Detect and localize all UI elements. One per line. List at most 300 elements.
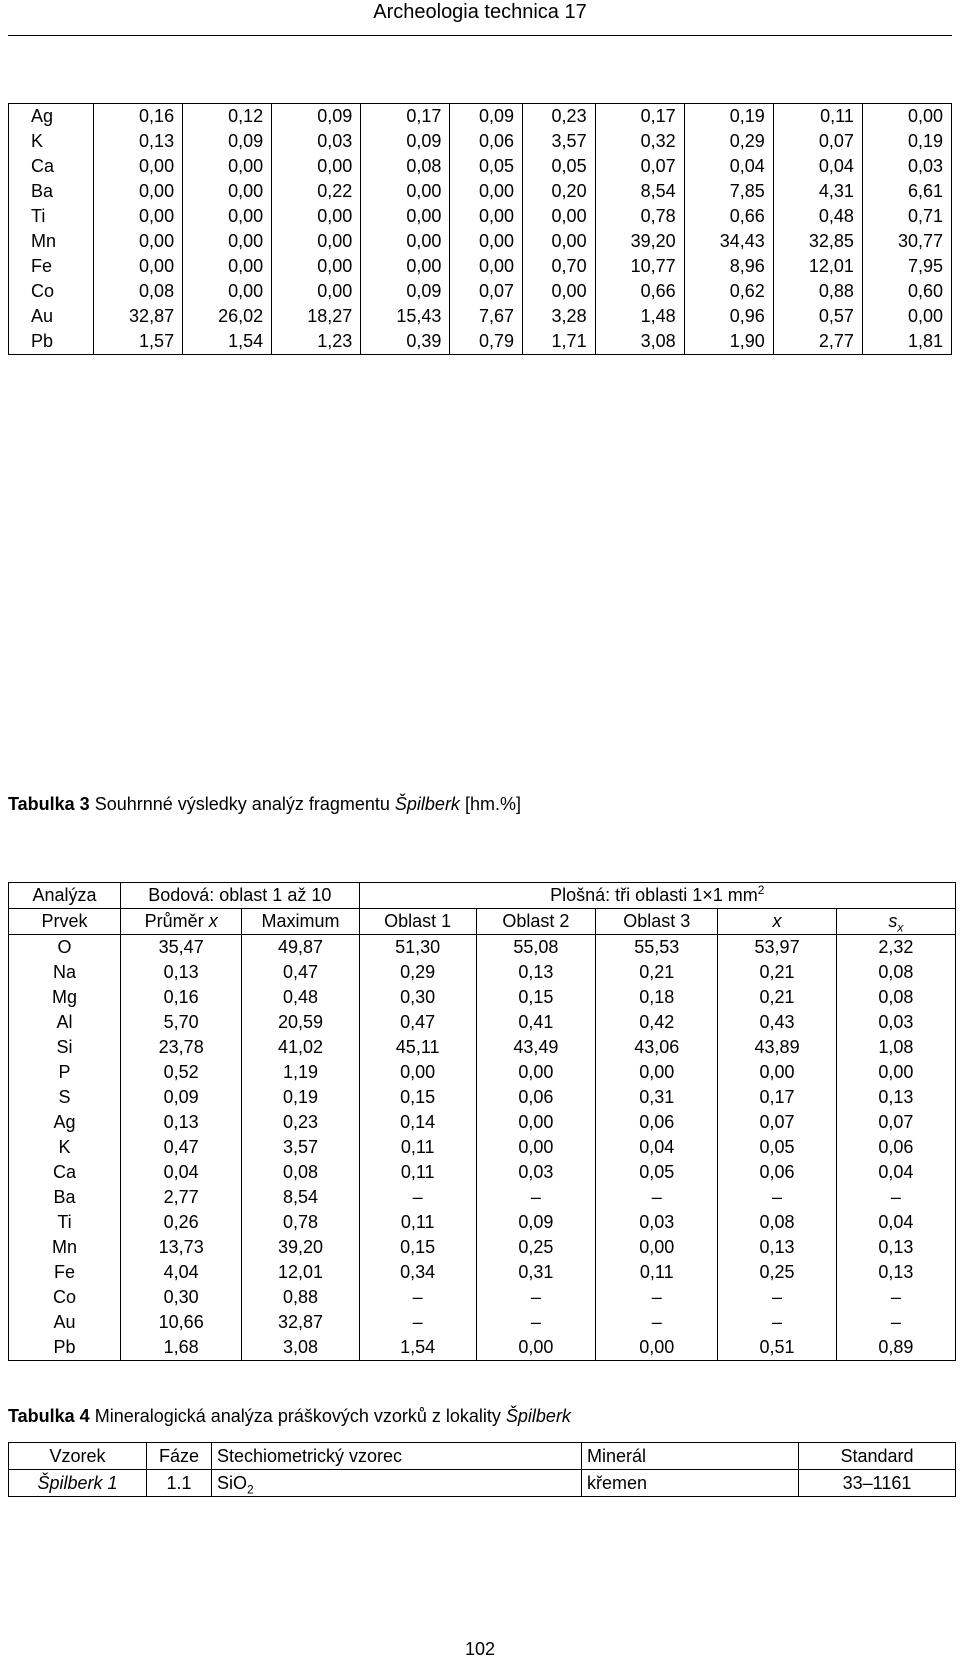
value-cell: 0,00 (183, 254, 272, 279)
table-row (9, 1310, 956, 1335)
value-cell: 0,06 (476, 1085, 595, 1110)
value-cell: 0,08 (94, 279, 183, 304)
table4-caption-label: Tabulka 4 (8, 1406, 90, 1426)
value-cell: 0,13 (121, 960, 242, 985)
value-cell: 0,88 (773, 279, 862, 304)
value-cell: 0,19 (862, 129, 951, 154)
value-cell: 12,01 (242, 1260, 359, 1285)
value-cell: 2,32 (836, 935, 955, 961)
value-cell: 0,19 (684, 104, 773, 130)
element-label: Pb (53, 1337, 76, 1357)
value-cell: 32,87 (94, 304, 183, 329)
value-cell: 0,00 (94, 229, 183, 254)
mineral-header: Minerál (582, 1443, 799, 1470)
table-row (9, 1285, 956, 1310)
element-label: Mn (31, 231, 57, 251)
value-cell: 39,20 (242, 1235, 359, 1260)
value-cell: 3,08 (242, 1335, 359, 1361)
value-cell: 0,06 (836, 1135, 955, 1160)
value-cell: 0,08 (836, 985, 955, 1010)
formula-subscript: 2 (247, 1482, 254, 1497)
value-cell: 0,57 (773, 304, 862, 329)
table-row (9, 154, 952, 179)
table4-caption (8, 1405, 571, 1427)
value-cell: 0,20 (522, 179, 595, 204)
value-cell: 49,87 (242, 935, 359, 961)
value-cell: 1,19 (242, 1060, 359, 1085)
element-label: Ag (31, 106, 54, 126)
value-cell: 0,66 (684, 204, 773, 229)
value-cell: 0,13 (718, 1235, 836, 1260)
value-cell: 5,70 (121, 1010, 242, 1035)
element-label: Ti (57, 1212, 72, 1232)
value-cell: 0,04 (773, 154, 862, 179)
page-number: 102 (464, 1639, 496, 1659)
table3-header-row-2 (9, 909, 956, 935)
table3-caption-text: Souhrnné výsledky analýz fragmentu (94, 794, 390, 814)
value-cell: 0,00 (476, 1335, 595, 1361)
table-row (9, 1035, 956, 1060)
value-cell: 0,00 (476, 1110, 595, 1135)
value-cell: 0,07 (595, 154, 684, 179)
value-cell: 0,21 (718, 985, 836, 1010)
value-cell: – (476, 1310, 595, 1335)
value-cell: 0,51 (718, 1335, 836, 1361)
element-label: Na (53, 962, 77, 982)
value-cell: 0,08 (836, 960, 955, 985)
value-cell: 0,08 (361, 154, 450, 179)
value-cell: – (476, 1185, 595, 1210)
element-header: Prvek (9, 909, 121, 935)
value-cell: – (476, 1285, 595, 1310)
element-label: Mg (52, 987, 78, 1007)
value-cell: 1,71 (522, 329, 595, 355)
table3-header-row-1 (9, 883, 956, 909)
value-cell: 0,08 (718, 1210, 836, 1235)
value-cell: 0,96 (684, 304, 773, 329)
value-cell: – (836, 1310, 955, 1335)
times-sign: × (702, 885, 713, 905)
value-cell: 0,06 (450, 129, 523, 154)
area-analysis-header (359, 883, 955, 909)
value-cell: 0,30 (359, 985, 476, 1010)
value-cell: 0,00 (272, 279, 361, 304)
value-cell: 1,81 (862, 329, 951, 355)
table-row (9, 1010, 956, 1035)
analysis-header: Analýza (9, 883, 121, 909)
mean-header-text: Průměr (144, 911, 209, 931)
value-cell: 0,04 (836, 1160, 955, 1185)
value-cell: 0,00 (272, 229, 361, 254)
value-cell: 0,00 (361, 204, 450, 229)
element-label: S (58, 1087, 71, 1107)
value-cell: 55,53 (596, 935, 718, 961)
value-cell: 0,00 (361, 229, 450, 254)
table-row (9, 985, 956, 1010)
value-cell: 3,28 (522, 304, 595, 329)
value-cell: 0,04 (596, 1135, 718, 1160)
value-cell: 0,62 (684, 279, 773, 304)
value-cell: 2,77 (773, 329, 862, 355)
value-cell: 0,00 (522, 279, 595, 304)
value-cell: 0,00 (361, 179, 450, 204)
value-cell: 1,68 (121, 1335, 242, 1361)
value-cell: 0,00 (836, 1060, 955, 1085)
value-cell: 0,26 (121, 1210, 242, 1235)
value-cell: 10,77 (595, 254, 684, 279)
value-cell: 0,29 (684, 129, 773, 154)
value-cell: 0,08 (242, 1160, 359, 1185)
value-cell: 0,09 (361, 279, 450, 304)
std-dev-symbol: s (888, 911, 898, 931)
value-cell: 0,05 (718, 1135, 836, 1160)
value-cell: 0,03 (272, 129, 361, 154)
value-cell: 0,31 (476, 1260, 595, 1285)
value-cell: 0,07 (718, 1110, 836, 1135)
area-analysis-header-unit: 1 mm (712, 885, 758, 905)
value-cell: 7,85 (684, 179, 773, 204)
element-label: P (58, 1062, 71, 1082)
element-label: Ca (31, 156, 55, 176)
value-cell: 0,00 (596, 1235, 718, 1260)
value-cell: 0,13 (476, 960, 595, 985)
value-cell: 34,43 (684, 229, 773, 254)
value-cell: 1,57 (94, 329, 183, 355)
value-cell: 0,11 (596, 1260, 718, 1285)
value-cell: 0,16 (94, 104, 183, 130)
area-analysis-header-text: Plošná: tři oblasti 1 (550, 885, 703, 905)
value-cell: 0,15 (476, 985, 595, 1010)
value-cell: 0,07 (450, 279, 523, 304)
value-cell: 3,57 (242, 1135, 359, 1160)
value-cell: 0,12 (183, 104, 272, 130)
value-cell: – (718, 1310, 836, 1335)
table-row (9, 179, 952, 204)
value-cell: 0,04 (684, 154, 773, 179)
value-cell: 23,78 (121, 1035, 242, 1060)
element-label: O (57, 937, 72, 957)
table3-caption (8, 793, 521, 815)
formula-header: Stechiometrický vzorec (212, 1443, 582, 1470)
element-label: K (58, 1137, 71, 1157)
value-cell: 1,23 (272, 329, 361, 355)
area1-header: Oblast 1 (359, 909, 476, 935)
value-cell: 0,39 (361, 329, 450, 355)
value-cell: 43,06 (596, 1035, 718, 1060)
table-row (9, 229, 952, 254)
value-cell: 1,90 (684, 329, 773, 355)
value-cell: 0,06 (718, 1160, 836, 1185)
element-label: Pb (31, 331, 54, 351)
value-cell: 0,00 (476, 1060, 595, 1085)
value-cell: 0,00 (272, 254, 361, 279)
area-analysis-header-sup: 2 (757, 883, 765, 897)
value-cell: 0,03 (476, 1160, 595, 1185)
value-cell: 20,59 (242, 1010, 359, 1035)
value-cell: 0,48 (773, 204, 862, 229)
value-cell: 0,00 (183, 204, 272, 229)
value-cell: 0,34 (359, 1260, 476, 1285)
standard-cell: 33–1161 (799, 1470, 956, 1497)
value-cell: 0,19 (242, 1085, 359, 1110)
table-row (9, 1185, 956, 1210)
header-rule (8, 35, 952, 36)
element-label: Mn (52, 1237, 78, 1257)
value-cell: 1,54 (359, 1335, 476, 1361)
mean-header (121, 909, 242, 935)
value-cell: 0,25 (718, 1260, 836, 1285)
value-cell: 0,00 (862, 304, 951, 329)
value-cell: 0,00 (272, 154, 361, 179)
std-dev-header (836, 909, 955, 935)
table-row (9, 1160, 956, 1185)
element-label: Ba (31, 181, 54, 201)
value-cell: 0,03 (836, 1010, 955, 1035)
value-cell: 0,09 (121, 1085, 242, 1110)
table-row (9, 1060, 956, 1085)
value-cell: 0,06 (596, 1110, 718, 1135)
element-label: Al (56, 1012, 73, 1032)
value-cell: 0,22 (272, 179, 361, 204)
value-cell: 7,95 (862, 254, 951, 279)
value-cell: 0,00 (359, 1060, 476, 1085)
value-cell: 45,11 (359, 1035, 476, 1060)
value-cell: 32,85 (773, 229, 862, 254)
value-cell: 0,13 (836, 1085, 955, 1110)
table-row (9, 1110, 956, 1135)
value-cell: – (359, 1310, 476, 1335)
value-cell: 0,17 (361, 104, 450, 130)
element-label: Ag (53, 1112, 76, 1132)
std-dev-subscript: x (897, 920, 904, 935)
mineral-cell: křemen (582, 1470, 799, 1497)
value-cell: 1,54 (183, 329, 272, 355)
table-row (9, 1210, 956, 1235)
maximum-header: Maximum (242, 909, 359, 935)
value-cell: 0,00 (450, 229, 523, 254)
value-cell: 43,89 (718, 1035, 836, 1060)
value-cell: 0,15 (359, 1235, 476, 1260)
value-cell: 0,00 (450, 179, 523, 204)
value-cell: 32,87 (242, 1310, 359, 1335)
value-cell: 0,04 (836, 1210, 955, 1235)
value-cell: 0,05 (596, 1160, 718, 1185)
element-label: Co (31, 281, 55, 301)
mean-header-symbol: x (208, 911, 218, 931)
table3-caption-unit: [hm.%] (464, 794, 521, 814)
value-cell: 0,88 (242, 1285, 359, 1310)
value-cell: 0,70 (522, 254, 595, 279)
value-cell: 4,04 (121, 1260, 242, 1285)
formula-cell (212, 1470, 582, 1497)
phase-header: Fáze (147, 1443, 212, 1470)
value-cell: 0,16 (121, 985, 242, 1010)
value-cell: 0,31 (596, 1085, 718, 1110)
table-row (9, 304, 952, 329)
value-cell: 0,11 (773, 104, 862, 130)
value-cell: 0,41 (476, 1010, 595, 1035)
value-cell: 0,05 (522, 154, 595, 179)
value-cell: – (596, 1185, 718, 1210)
table4-row (9, 1470, 956, 1497)
value-cell: 0,00 (94, 179, 183, 204)
value-cell: 0,13 (94, 129, 183, 154)
table3-caption-label: Tabulka 3 (8, 794, 90, 814)
table-row (9, 1235, 956, 1260)
table-row (9, 1335, 956, 1361)
value-cell: 0,00 (94, 254, 183, 279)
value-cell: 0,60 (862, 279, 951, 304)
table-row (9, 1085, 956, 1110)
value-cell: 0,29 (359, 960, 476, 985)
table-row (9, 129, 952, 154)
value-cell: 0,25 (476, 1235, 595, 1260)
value-cell: – (359, 1285, 476, 1310)
element-label: Co (53, 1287, 77, 1307)
value-cell: 0,09 (476, 1210, 595, 1235)
value-cell: 0,13 (836, 1260, 955, 1285)
value-cell: 41,02 (242, 1035, 359, 1060)
value-cell: 0,00 (183, 154, 272, 179)
value-cell: 0,89 (836, 1335, 955, 1361)
standard-header: Standard (799, 1443, 956, 1470)
value-cell: 0,09 (272, 104, 361, 130)
element-label: Fe (54, 1262, 76, 1282)
value-cell: 0,32 (595, 129, 684, 154)
value-cell: 18,27 (272, 304, 361, 329)
value-cell: 0,13 (121, 1110, 242, 1135)
point-analysis-header: Bodová: oblast 1 až 10 (121, 883, 360, 909)
table-row (9, 935, 956, 961)
value-cell: 8,54 (595, 179, 684, 204)
value-cell: 43,49 (476, 1035, 595, 1060)
element-label: Ca (53, 1162, 77, 1182)
value-cell: 0,21 (596, 960, 718, 985)
phase-cell: 1.1 (147, 1470, 212, 1497)
value-cell: 0,11 (359, 1160, 476, 1185)
value-cell: 0,07 (773, 129, 862, 154)
value-cell: 0,04 (121, 1160, 242, 1185)
value-cell: 0,00 (450, 254, 523, 279)
value-cell: – (718, 1285, 836, 1310)
value-cell: 0,48 (242, 985, 359, 1010)
element-label: Ba (53, 1187, 76, 1207)
value-cell: 0,47 (359, 1010, 476, 1035)
value-cell: 0,42 (596, 1010, 718, 1035)
value-cell: 0,43 (718, 1010, 836, 1035)
element-label: Au (53, 1312, 76, 1332)
table-row (9, 960, 956, 985)
value-cell: 0,11 (359, 1210, 476, 1235)
summary-results-table (8, 882, 956, 1361)
value-cell: 0,17 (718, 1085, 836, 1110)
value-cell: 0,11 (359, 1135, 476, 1160)
value-cell: 0,30 (121, 1285, 242, 1310)
mineralogical-analysis-table (8, 1442, 956, 1497)
value-cell: – (718, 1185, 836, 1210)
element-label: Au (31, 306, 54, 326)
value-cell: 3,57 (522, 129, 595, 154)
sample-header: Vzorek (9, 1443, 147, 1470)
value-cell: 0,00 (522, 229, 595, 254)
value-cell: 0,66 (595, 279, 684, 304)
value-cell: 15,43 (361, 304, 450, 329)
value-cell: 0,03 (862, 154, 951, 179)
value-cell: – (359, 1185, 476, 1210)
value-cell: 0,00 (183, 229, 272, 254)
value-cell: 0,23 (242, 1110, 359, 1135)
value-cell: 39,20 (595, 229, 684, 254)
value-cell: 8,54 (242, 1185, 359, 1210)
value-cell: 0,79 (450, 329, 523, 355)
value-cell: 0,00 (718, 1060, 836, 1085)
element-label: Fe (31, 256, 53, 276)
value-cell: 2,77 (121, 1185, 242, 1210)
area3-header: Oblast 3 (596, 909, 718, 935)
value-cell: 1,08 (836, 1035, 955, 1060)
table-row (9, 104, 952, 130)
value-cell: 0,78 (595, 204, 684, 229)
value-cell: 35,47 (121, 935, 242, 961)
value-cell: 26,02 (183, 304, 272, 329)
value-cell: 0,00 (596, 1060, 718, 1085)
value-cell: 0,00 (522, 204, 595, 229)
value-cell: – (836, 1185, 955, 1210)
table3-caption-site: Špilberk (394, 794, 460, 814)
value-cell: 51,30 (359, 935, 476, 961)
value-cell: 0,00 (862, 104, 951, 130)
table-row (9, 204, 952, 229)
value-cell: – (836, 1285, 955, 1310)
table-row (9, 329, 952, 355)
table-row (9, 1260, 956, 1285)
value-cell: 53,97 (718, 935, 836, 961)
value-cell: 13,73 (121, 1235, 242, 1260)
table4-header-row (9, 1443, 956, 1470)
value-cell: 0,09 (450, 104, 523, 130)
value-cell: 12,01 (773, 254, 862, 279)
table4-caption-text: Mineralogická analýza práškových vzorků z lokality (94, 1406, 501, 1426)
value-cell: 0,17 (595, 104, 684, 130)
value-cell: 0,05 (450, 154, 523, 179)
value-cell: 0,47 (121, 1135, 242, 1160)
value-cell: 0,00 (94, 204, 183, 229)
value-cell: – (596, 1310, 718, 1335)
journal-header: Archeologia technica 17 (373, 1, 587, 23)
value-cell: – (596, 1285, 718, 1310)
value-cell: 0,00 (361, 254, 450, 279)
value-cell: 0,52 (121, 1060, 242, 1085)
element-label: K (31, 131, 44, 151)
value-cell: 0,09 (183, 129, 272, 154)
value-cell: 1,48 (595, 304, 684, 329)
value-cell: 0,00 (183, 179, 272, 204)
formula-text: SiO (217, 1473, 248, 1493)
element-label: Ti (31, 206, 46, 226)
value-cell: 0,47 (242, 960, 359, 985)
value-cell: 0,09 (361, 129, 450, 154)
value-cell: 10,66 (121, 1310, 242, 1335)
value-cell: 0,14 (359, 1110, 476, 1135)
value-cell: 55,08 (476, 935, 595, 961)
value-cell: 0,00 (476, 1135, 595, 1160)
value-cell: 0,00 (94, 154, 183, 179)
value-cell: 0,21 (718, 960, 836, 985)
value-cell: 0,00 (450, 204, 523, 229)
value-cell: 0,15 (359, 1085, 476, 1110)
table-row (9, 254, 952, 279)
element-table-continuation (8, 103, 952, 355)
